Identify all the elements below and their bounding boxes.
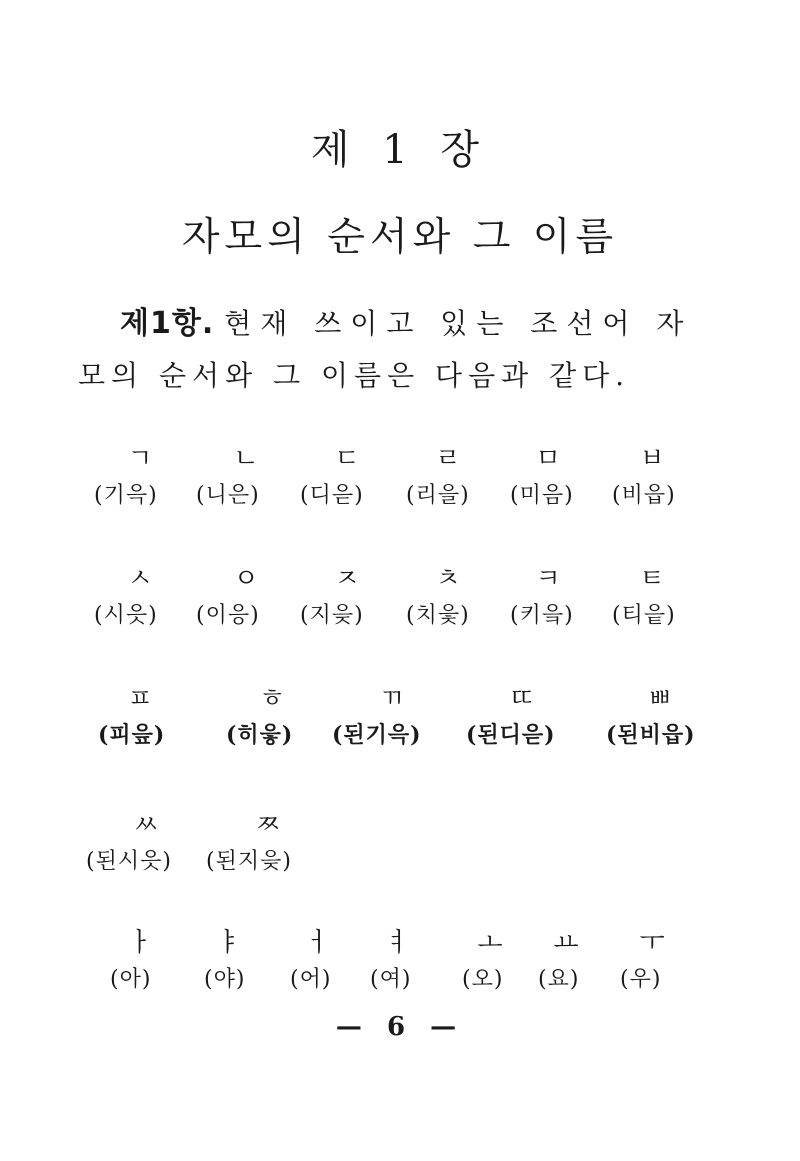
jamo-letter: ㅓ (305, 928, 331, 958)
jamo-name: (여) (370, 967, 412, 992)
jamo-letter: ㅃ (647, 684, 673, 714)
jamo-letter: ㅕ (385, 928, 411, 958)
jamo-letter: ㅇ (233, 564, 259, 594)
jamo-letter: ㅆ (133, 810, 159, 840)
jamo-letter: ㅛ (553, 928, 579, 958)
jamo-name: (야) (204, 967, 246, 992)
jamo-row-1-names (0, 478, 800, 512)
article-text-line-1: 현재 쓰이고 있는 조선어 자 (224, 307, 693, 340)
jamo-name: (시읏) (94, 603, 158, 628)
jamo-name: (미음) (510, 483, 574, 508)
article-text-line-2: 모의 순서와 그 이름은 다음과 같다. (78, 359, 631, 392)
jamo-name: (피읖) (98, 722, 166, 748)
jamo-name: (디읃) (300, 483, 364, 508)
jamo-row-4-names (0, 844, 800, 878)
jamo-letter: ㄹ (435, 444, 461, 474)
jamo-name: (키읔) (510, 603, 574, 628)
jamo-name: (요) (538, 967, 580, 992)
jamo-name: (이응) (196, 603, 260, 628)
jamo-name: (된비읍) (606, 722, 696, 748)
jamo-name: (리을) (406, 483, 470, 508)
jamo-letter: ㄴ (233, 444, 259, 474)
jamo-letter: ㅉ (255, 810, 281, 840)
jamo-row-2-names (0, 598, 800, 632)
jamo-letter: ㅌ (639, 564, 665, 594)
jamo-row-4-letters (0, 804, 800, 838)
jamo-letter: ㅅ (127, 564, 153, 594)
section-title: 자모의 순서와 그 이름 (181, 215, 619, 260)
jamo-letter: ㅁ (535, 444, 561, 474)
page-number: — 6 — (335, 1012, 465, 1042)
jamo-letter: ㄷ (334, 444, 360, 474)
jamo-name: (기윽) (94, 483, 158, 508)
jamo-letter: ㅗ (477, 928, 503, 958)
chapter-title: 제 1 장 (310, 127, 490, 173)
article-paragraph (78, 298, 738, 402)
jamo-letter: ㅏ (127, 928, 153, 958)
jamo-letter: ㅎ (259, 684, 285, 714)
jamo-name: (티읕) (612, 603, 676, 628)
jamo-row-3-letters (0, 678, 800, 712)
jamo-name: (치읓) (406, 603, 470, 628)
jamo-letter: ㅑ (215, 928, 241, 958)
jamo-name: (히읗) (226, 722, 294, 748)
jamo-letter: ㄸ (509, 684, 535, 714)
jamo-name: (오) (462, 967, 504, 992)
jamo-name: (된기윽) (332, 722, 422, 748)
jamo-row-3-names (0, 718, 800, 752)
jamo-name: (니은) (196, 483, 260, 508)
jamo-letter: ㅍ (127, 684, 153, 714)
jamo-row-1-letters (0, 438, 800, 472)
jamo-name: (된지읒) (206, 849, 292, 874)
jamo-name: (비읍) (612, 483, 676, 508)
jamo-letter: ㅜ (639, 928, 665, 958)
jamo-row-5-letters (0, 922, 800, 956)
jamo-letter: ㄱ (127, 444, 153, 474)
article-label: 제1항. (120, 306, 215, 341)
jamo-letter: ㅋ (535, 564, 561, 594)
jamo-name: (아) (110, 967, 152, 992)
jamo-letter: ㅈ (334, 564, 360, 594)
jamo-letter: ㅊ (435, 564, 461, 594)
article-line-1 (78, 298, 738, 350)
jamo-letter: ㄲ (379, 684, 405, 714)
jamo-letter: ㅂ (639, 444, 665, 474)
jamo-row-5-names (0, 962, 800, 996)
jamo-name: (우) (620, 967, 662, 992)
jamo-name: (어) (290, 967, 332, 992)
jamo-name: (된시읏) (86, 849, 172, 874)
jamo-row-2-letters (0, 558, 800, 592)
jamo-name: (지읒) (300, 603, 364, 628)
jamo-name: (된디읃) (466, 722, 556, 748)
